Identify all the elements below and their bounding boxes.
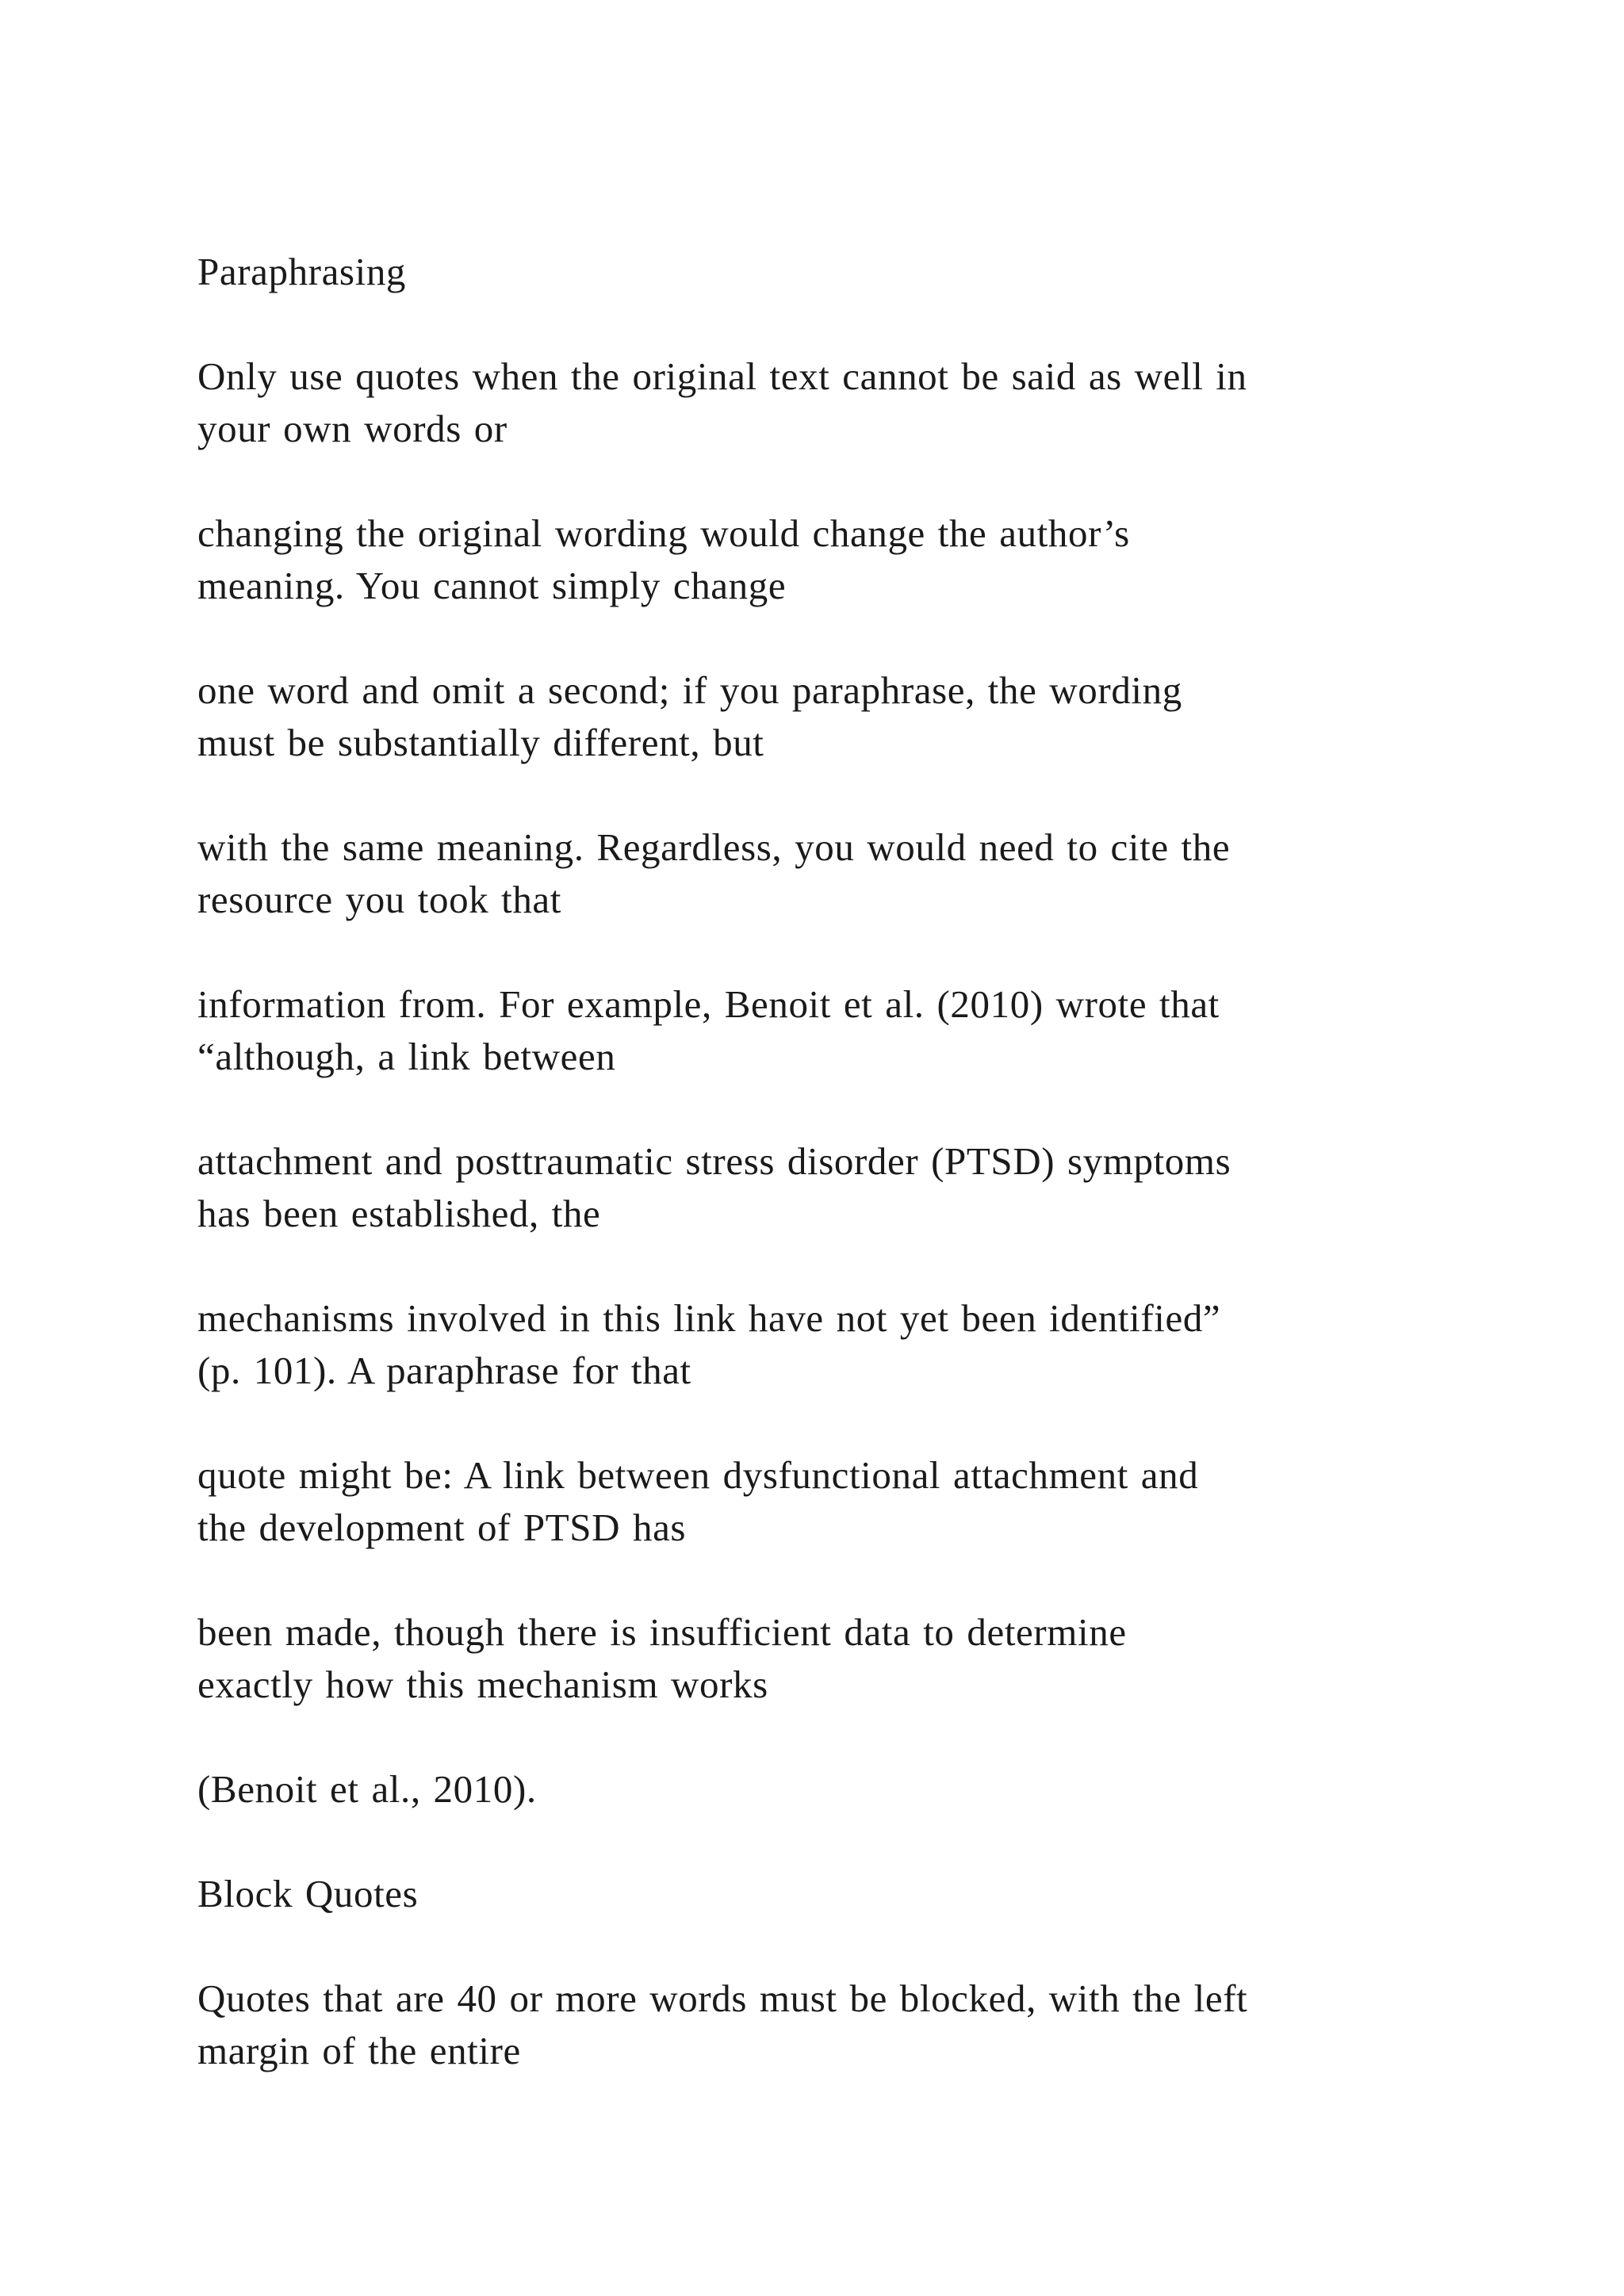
text-line: Only use quotes when the original text cannot be said as well in: [197, 354, 1247, 398]
paragraph-11: [197, 1973, 1434, 2077]
text-line: resource you took that: [197, 878, 561, 921]
text-line: “although, a link between: [197, 1035, 616, 1078]
text-line: with the same meaning. Regardless, you would need to cite the: [197, 825, 1231, 869]
text-line: Quotes that are 40 or more words must be blocked, with the left: [197, 1976, 1248, 2020]
document-body: [197, 246, 1434, 2130]
text-line: margin of the entire: [197, 2029, 521, 2072]
paragraph-4: [197, 821, 1434, 926]
text-line: one word and omit a second; if you paraphrase, the wording: [197, 668, 1182, 712]
text-line: changing the original wording would change the author’s: [197, 511, 1130, 555]
text-line: attachment and posttraumatic stress disorder (PTSD) symptoms: [197, 1139, 1231, 1183]
text-line: must be substantially different, but: [197, 721, 764, 764]
text-line: (p. 101). A paraphrase for that: [197, 1349, 691, 1392]
text-line: your own words or: [197, 407, 508, 450]
text-line: quote might be: A link between dysfunctional attachment and: [197, 1453, 1199, 1497]
paragraph-8: [197, 1449, 1434, 1554]
paragraph-2: [197, 507, 1434, 612]
paragraph-6: [197, 1135, 1434, 1240]
paragraph-1: [197, 350, 1434, 455]
text-line: Paraphrasing: [197, 250, 407, 293]
paragraph-7: [197, 1292, 1434, 1397]
text-line: has been established, the: [197, 1192, 601, 1235]
text-line: information from. For example, Benoit et al. (2010) wrote that: [197, 982, 1220, 1026]
text-line: the development of PTSD has: [197, 1506, 687, 1549]
paragraph-10: [197, 1763, 1434, 1816]
section-heading-block-quotes: [197, 1868, 1434, 1920]
paragraph-3: [197, 664, 1434, 769]
paragraph-5: [197, 978, 1434, 1083]
text-line: Block Quotes: [197, 1872, 419, 1915]
text-line: (Benoit et al., 2010).: [197, 1767, 537, 1811]
text-line: been made, though there is insufficient data to determine: [197, 1610, 1127, 1654]
paragraph-9: [197, 1606, 1434, 1711]
text-line: meaning. You cannot simply change: [197, 564, 787, 607]
text-line: exactly how this mechanism works: [197, 1663, 768, 1706]
section-heading-paraphrasing: [197, 246, 1434, 298]
text-line: mechanisms involved in this link have not yet been identified”: [197, 1296, 1221, 1340]
